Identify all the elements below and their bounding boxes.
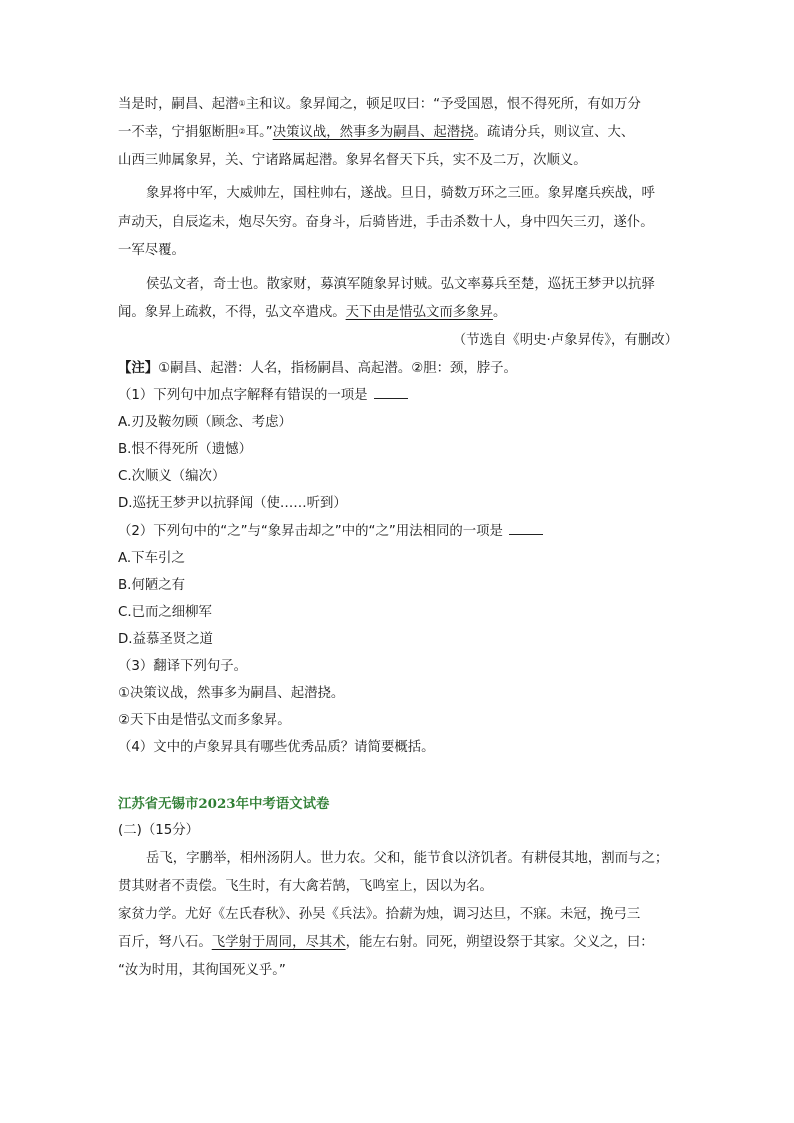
footnote-marker: ②	[238, 127, 246, 136]
question-4-stem: （4）文中的卢象昇具有哪些优秀品质？请简要概括。	[118, 740, 435, 755]
passage-line: 声动天，自辰迄未，炮尽矢穷。奋身斗，后骑皆进，手击杀数十人，身中四矢三刃，遂仆。	[118, 215, 654, 230]
annotation-note: 【注】①嗣昌、起潜：人名，指杨嗣昌、高起潜。②胆：颈，脖子。	[118, 361, 517, 376]
note-label: 【注】	[118, 361, 159, 376]
passage-line: 闻。象昇上疏救，不得，弘文卒遣戍。天下由是惜弘文而多象昇。	[118, 305, 507, 320]
section-heading: 江苏省无锡市2023年中考语文试卷	[118, 796, 330, 812]
question-3-stem: （3）翻译下列句子。	[118, 659, 248, 674]
underlined-sentence: 决策议战，然事多为嗣昌、起潜挠	[272, 125, 474, 140]
source-citation: （节选自《明史·卢象昇传》，有删改）	[452, 333, 678, 348]
question-2-stem: （2）下列句中的“之”与“象昇击却之”中的“之”用法相同的一项是	[118, 522, 678, 542]
passage-paragraph-start: 象昇将中军，大威帅左，国柱帅右，遂战。旦日，骑数万环之三匝。象昇麾兵疾战，呼	[146, 186, 655, 201]
question-2-option-a: A.下车引之	[118, 551, 185, 566]
question-3-sentence-2: ②天下由是惜弘文而多象昇。	[118, 713, 291, 728]
underlined-sentence: 天下由是惜弘文而多象昇	[345, 305, 493, 320]
question-1-option-c: C.次顺义（编次）	[118, 469, 226, 484]
passage-line: 百斤，弩八石。飞学射于周同，尽其术，能左右射。同死，朔望设祭于其家。父义之，曰：	[118, 935, 654, 950]
question-1-option-b: B.恨不得死所（遗憾）	[118, 442, 252, 457]
passage-line: 家贫力学。尤好《左氏春秋》、孙吴《兵法》。拾薪为烛，调习达旦，不寐。未冠，挽弓三	[118, 907, 641, 922]
section-part-label: (二)（15分）	[118, 823, 200, 838]
passage-line: 一不幸，宁捐躯断胆②耳。”决策议战，然事多为嗣昌、起潜挠。疏请分兵，则议宣、大、	[118, 125, 635, 140]
passage-paragraph-start: 侯弘文者，奇士也。散家财，募滇军随象昇讨贼。弘文率募兵至楚，巡抚王梦尹以抗驿	[146, 277, 655, 292]
question-2-option-b: B.何陋之有	[118, 578, 186, 593]
underlined-sentence: 飞学射于周同，尽其术	[211, 935, 346, 950]
answer-blank	[509, 522, 543, 535]
footnote-marker: ①	[238, 99, 246, 108]
passage-line: 一军尽覆。	[118, 243, 185, 258]
question-2-option-c: C.已而之细柳军	[118, 605, 212, 620]
question-1-option-d: D.巡抚王梦尹以抗驿闻（使……听到）	[118, 496, 347, 511]
passage-line: 贯其财者不责偿。飞生时，有大禽若鹄，飞鸣室上，因以为名。	[118, 879, 493, 894]
passage-line: 当是时，嗣昌、起潜①主和议。象昇闻之，顿足叹曰：“予受国恩，恨不得死所，有如万分	[118, 97, 641, 112]
question-1-stem: （1）下列句中加点字解释有错误的一项是	[118, 386, 678, 406]
question-3-sentence-1: ①决策议战，然事多为嗣昌、起潜挠。	[118, 686, 345, 701]
question-2-option-d: D.益慕圣贤之道	[118, 632, 213, 647]
question-1-option-a: A.刃及鞍勿顾（顾念、考虑）	[118, 415, 292, 430]
answer-blank	[374, 386, 408, 399]
passage-line: 山西三帅属象昇，关、宁诸路属起潜。象昇名督天下兵，实不及二万，次顺义。	[118, 153, 587, 168]
passage-line: “汝为时用，其徇国死义乎。”	[118, 963, 286, 978]
passage-paragraph-start: 岳飞，字鹏举，相州汤阴人。世力农。父和，能节食以济饥者。有耕侵其地，割而与之；	[146, 851, 669, 866]
